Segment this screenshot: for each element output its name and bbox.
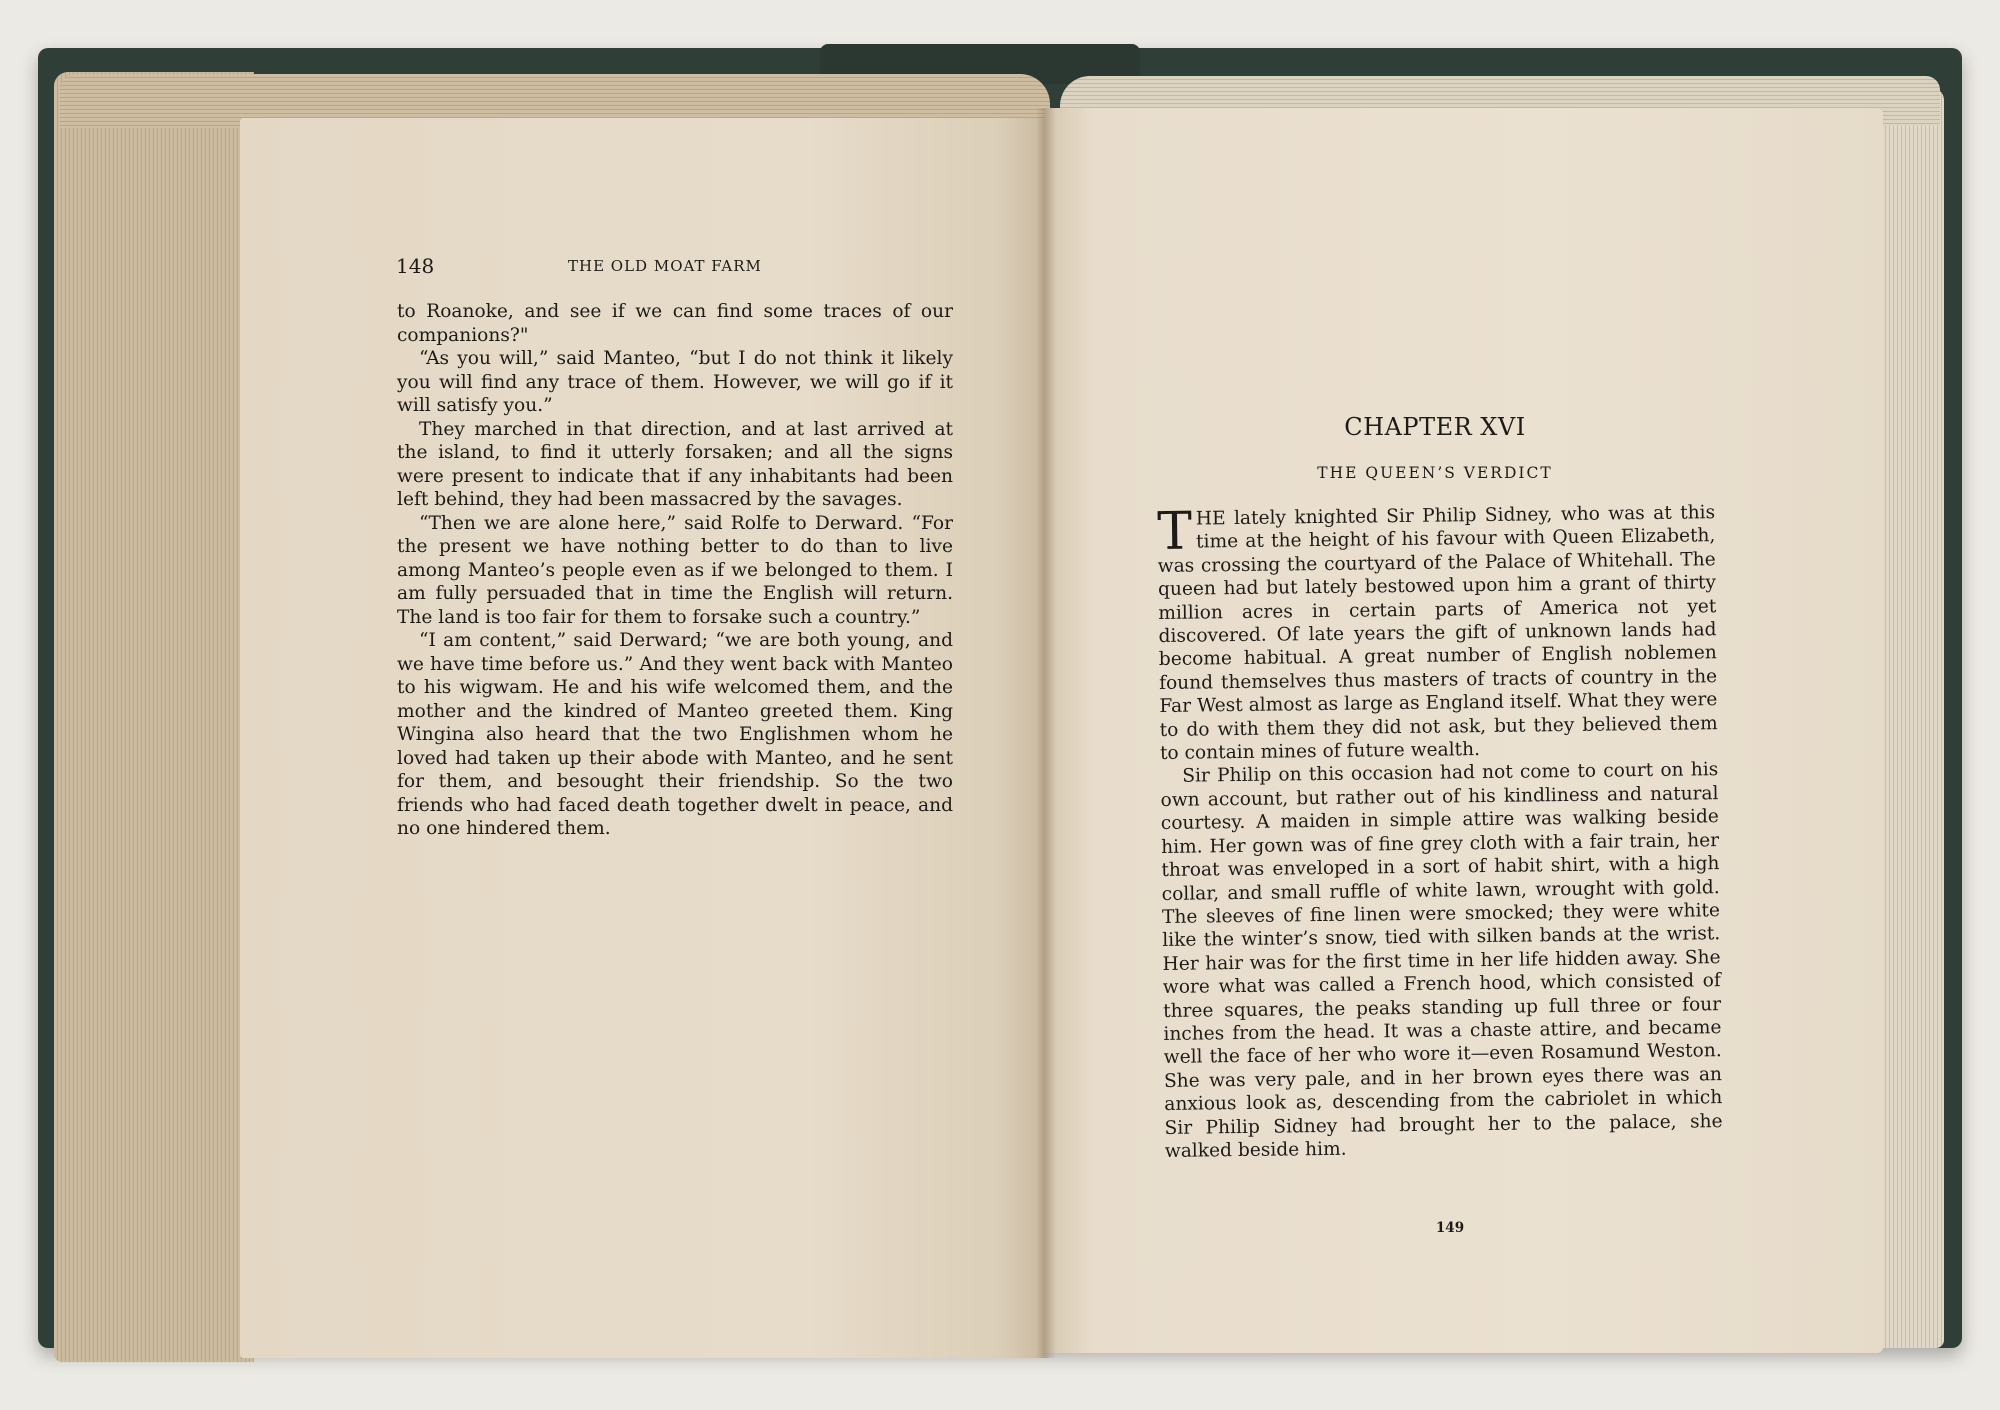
chapter-subtitle: THE QUEEN’S VERDICT [1317, 464, 1553, 482]
right-page-number: 149 [1435, 1220, 1465, 1236]
paragraph: Sir Philip on this occasion had not come to court on his own account, but rather out of his kindliness and natural courtesy. A maiden in simple attire was walking beside him. Her gown was of fine grey cloth with a fair train, her throat was enveloped in a sort of habit shirt, with a high collar, and small ruffle of white lawn, wrought with gold. The sleeves of fine linen were smocked; they were white like the winter’s snow, tied with silken bands at the wrist. Her hair was for the first time in her life hidden away. She wore what was called a French hood, which consisted of three squares, the peaks standing up full three or four inches from the head. It was a chaste attire, and became well the face of her who wore it—even Rosamund Weston. She was very pale, and in her brown eyes there was an anxious look as, descending from the cabriolet in which Sir Philip Sidney had brought her to the palace, she walked beside him. [1160, 759, 1723, 1162]
left-page-number: 148 [396, 254, 435, 278]
left-page-edges [54, 72, 254, 1362]
drop-cap: T [1156, 501, 1193, 562]
opening-paragraph-text: HE lately knighted Sir Philip Sidney, who was at this time at the height of his favour with Queen Elizabeth, was crossing the courtyard of the Palace of Whitehall. The queen had but lately bestowed upon him a grant of thirty million acres in certain parts of America not yet discovered. Of late years the gift of unknown lands had become habitual. A great number of English noblemen found themselves thus masters of tracts of country in the Far West almost as large as England itself. What they were to do with them they did not ask, but they believed them to contain mines of future wealth. [1157, 502, 1718, 765]
left-page-body [397, 300, 953, 841]
book-gutter [1036, 108, 1056, 1358]
opening-paragraph [1157, 501, 1718, 765]
left-page-header [396, 254, 956, 284]
running-head: THE OLD MOAT FARM [568, 257, 762, 275]
paragraph: “Then we are alone here,” said Rolfe to Derward. “For the present we have nothing better to do than to live among Manteo’s people even as if we belonged to them. I am fully persuaded that in time the English will return. The land is too fair for them to forsake such a country.” [397, 512, 953, 628]
paragraph: “As you will,” said Manteo, “but I do not think it likely you will find any trace of them. However, we will go if it will satisfy you.” [397, 348, 953, 416]
paragraph: “I am content,” said Derward; “we are both young, and we have time before us.” And they went back with Manteo to his wigwam. He and his wife welcomed them, and the mother and the kindred of Manteo greeted them. King Wingina also heard that the two Englishmen whom he loved had taken up their abode with Manteo, and he sent for them, and besought their friendship. So the two friends who had faced death together dwelt in peace, and no one hindered them. [397, 630, 953, 839]
paragraph: They marched in that direction, and at last arrived at the island, to find it utterly forsaken; and all the signs were present to indicate that if any inhabitants had been left behind, they had been massacred by the savages. [397, 418, 953, 510]
chapter-title: CHAPTER XVI [1344, 413, 1526, 441]
right-page-body [1157, 501, 1723, 1163]
paragraph: to Roanoke, and see if we can find some traces of our companions?" [397, 301, 953, 346]
